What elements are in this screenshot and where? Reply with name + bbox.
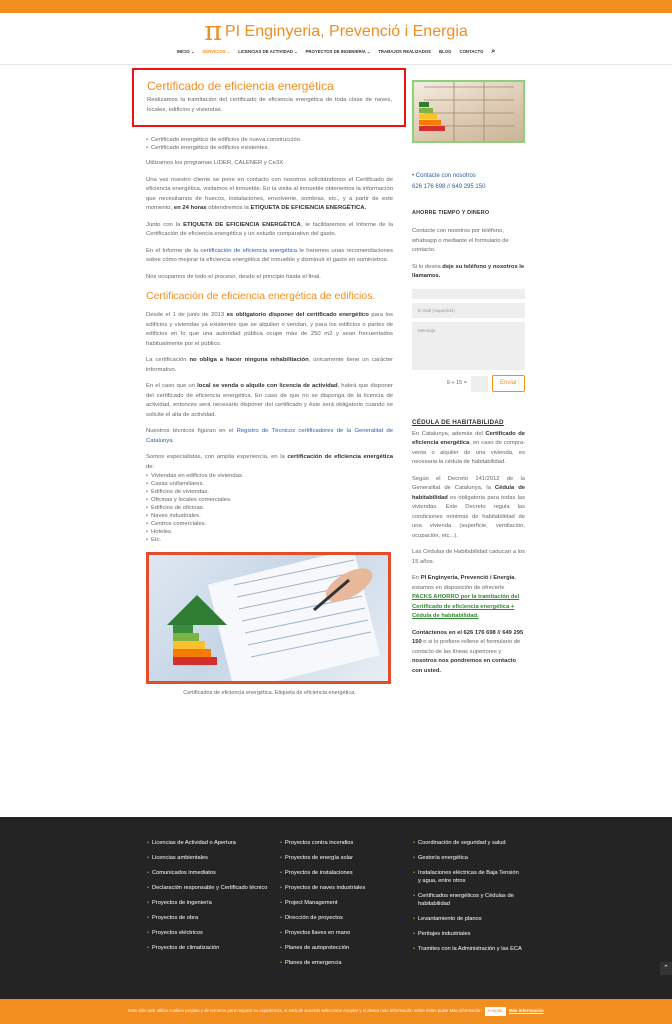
footer-column-3 [413,839,523,960]
energy-label-photo [146,552,391,684]
bold-text: ETIQUETA DE EFICIENCIA ENERGÉTICA. [250,205,367,211]
text: En el Informe de la [146,247,201,254]
footer-link[interactable]: • Proyectos de energía solar [280,854,405,862]
captcha-input[interactable] [471,376,488,392]
text: , estamos en disposición de ofrecerle [412,575,517,591]
nav-item-blog[interactable]: BLOG [439,49,452,54]
footer-link[interactable]: • Proyectos de obra [147,914,272,922]
text: Somos especialistas, con amplia experiencia, en la [146,454,288,460]
certification-link[interactable]: certificación de eficiencia energética [200,247,298,254]
footer-link[interactable]: • Proyectos eléctricos [147,929,272,937]
list-item: • Hoteles. [146,528,393,536]
contact-block [412,171,525,193]
text: Si lo desea [412,263,443,270]
footer-link[interactable]: • Certificados energéticos y Cédulas de habitabilidad [413,892,523,908]
footer-column-1 [147,839,272,959]
list-item: • Centros comerciales. [146,520,393,528]
text: para los edificios y viviendas ya existentes que se alquilen o vendan, y para los edificios o partes de edificios en lo que una autoridad pública ocupe más de 250 m2 y sean frecuentados habitualmente por el público. [146,312,393,347]
bold-text: local se venda o alquile con licencia de actividad [197,383,338,389]
bold-text: no obliga a hacer ninguna rehabilitación [189,357,309,363]
cedula-text-3: Las Cédulas de Habitabilidad caducan a los 15 años. [412,549,525,565]
text: La certificación [146,357,190,363]
bold-text: Certificado de eficiencia energética [412,430,526,447]
list-item: • Etc. [146,536,393,544]
back-to-top-icon[interactable]: ⌃ [660,962,672,975]
captcha-row [412,375,525,392]
nav-item-contacto[interactable]: CONTACTO [459,49,484,54]
cookie-accept-button[interactable]: Aceptar [485,1007,506,1016]
photo-caption: Certificados de eficiencia energética. Etiqueta de eficiencia energética. [183,690,356,696]
list-item: • Certificado energético de edificios existentes. [146,144,393,152]
footer-link[interactable]: • Planes de emergencia [280,959,405,967]
name-field[interactable] [412,289,525,299]
send-button[interactable]: Enviar [492,375,525,392]
nav-label: INICIO [176,49,190,54]
list-item: • Edificios de oficinas. [146,504,393,512]
text: de: [146,463,155,470]
footer-link[interactable]: • Proyectos contra incendios [280,839,405,847]
paragraph-process: Nos ocupamos de todo el proceso, desde el principio hasta el final. [146,273,321,280]
site-logo[interactable] [0,16,672,47]
footer-link[interactable]: • Peritajes industriales [413,930,523,938]
nav-item-proyectos[interactable] [306,49,371,56]
sidebar-callback-text [412,263,525,282]
cedula-text-4 [412,574,525,622]
text: obtendremos la [206,205,251,211]
footer-link[interactable]: • Comunicados inmediatos [147,869,272,877]
list-item: • Casas unifamiliares. [146,480,393,488]
chevron-down-icon: ⌄ [366,49,371,54]
text: Una vez nuestro cliente se pone en contacto con nosotros solicitándonos el Certificado de eficiencia energética, visitamos el inmueble. En la visita al inmueble obtenemos la información que necesitamos de huecos, instalaciones, envolvente, sombras, etc., y a partir de este momento, [146,176,393,211]
list-item: • Edificios de viviendas. [146,488,393,496]
text: , le facilitaremos el Informe de la Certificación de eficiencia energética y un estudio comparativo del gasto. [146,221,393,237]
header-divider [0,64,672,65]
text: En el caso que un [146,383,198,389]
section-heading: Certificación de eficiencia energética de edificios. [146,290,376,302]
captcha-question: 9 + 15 = [446,380,467,387]
energy-certificate-illustration [149,555,388,681]
footer-link[interactable]: • Planes de autoprotección [280,944,405,952]
contact-link-label: Contacte con nosotros [415,173,476,179]
footer-link[interactable]: • Proyectos de naves industriales [280,884,405,892]
bold-text: PI Enginyeria, Prevenció i Energia [420,575,515,582]
registry-link[interactable]: Registro de Técnicos certificadores de la Generalitat de Catalunya [146,428,393,444]
text: Nuestros técnicos figuran en el [146,428,237,434]
main-content [146,70,393,698]
footer-link[interactable]: • Proyectos llaves en mano [280,929,405,937]
text: es obligatoria para todas las viviendas. Este Decreto regula las condiciones mínimas de habitabilidad de una vivienda (superficie, ventilación, ocupación, etc...). [412,494,525,539]
text: o si lo prefiere rellene el formulario de contacto de las líneas superiores y [412,639,521,655]
packs-ahorro-link[interactable]: PACKS AHORRO por la tramitación del Certificado de eficiencia energética + Cédula de habitabilidad. [412,594,520,620]
footer-link[interactable]: • Declaración responsable y Certificado técnico [147,884,272,892]
nav-label: SERVICIOS [202,49,226,54]
text: le haremos unas recomendaciones sobre cómo mejorar la eficiencia energética del inmueble y disminuir el gasto en suministros. [146,247,393,263]
sidebar-heading-save: AHORRE TIEMPO Y DINERO [412,210,490,216]
paragraph-specialists [146,453,393,472]
text: . [172,437,175,444]
bold-text: Contáctenos en el 626 176 698 // 649 295 150 [412,629,524,646]
bold-text: en 24 horas [173,205,207,211]
title-highlight-box [132,68,406,127]
footer-link[interactable]: • Proyectos de instalaciones [280,869,405,877]
nav-label: PROYECTOS DE INGENIERÍA [305,49,366,54]
footer-link[interactable]: • Levantamiento de planos [413,915,523,923]
list-item: • Oficinas y locales comerciales. [146,496,393,504]
cedula-text-5 [412,629,525,677]
footer-link[interactable]: • Licencias ambientales [147,854,272,862]
cookie-bar [0,999,672,1024]
chevron-down-icon: ⌄ [226,49,231,54]
paragraph-registry [146,427,393,446]
nav-item-licencias[interactable] [238,49,297,56]
certificate-types-list [146,136,393,152]
intro-text: Realizamos la tramitación del certificado de eficiencia energética de toda clase de naves, locales, edificios y viviendas. [147,97,392,113]
list-item: • Viviendas en edificios de viviendas. [146,472,393,480]
footer-link[interactable]: • Coordinación de seguridad y salud [413,839,523,847]
footer-column-2 [280,839,405,974]
bold-text: Cédula de habitabilidad [412,485,525,501]
cookie-more-info-link[interactable]: Más información [508,1008,544,1014]
site-name: PI Enginyeria, Prevenció i Energia [224,23,468,40]
footer-link[interactable]: • Proyectos de ingeniería [147,899,272,907]
paragraph-report [146,247,393,266]
text: En Catalunya, además del [412,430,486,437]
footer-link[interactable]: • Dirección de proyectos [280,914,405,922]
sidebar [412,80,525,683]
search-icon[interactable]: ⌕ [491,48,496,55]
house-energy-illustration [414,82,523,141]
text: Junto con la [146,221,184,228]
energy-house-thumbnail [412,80,525,143]
footer-link[interactable]: • Tramites con la Administración y las ECA [413,945,523,953]
pi-logo-icon: π [204,16,222,47]
paragraph-rehab [146,356,393,375]
email-field[interactable]: E-mail (requerido) [412,303,525,318]
cedula-text-2 [412,475,525,542]
paragraph-obligation [146,311,393,349]
page-title: Certificado de eficiencia energética [147,79,334,93]
text: Según el Decreto 141/2012 de la Generalitat de Catalunya, la [412,475,525,492]
list-item: • Naves industriales. [146,512,393,520]
nav-item-trabajos[interactable]: TRABAJOS REALIZADOS [378,49,432,54]
chevron-down-icon: ⌄ [294,49,298,54]
cookie-text: Este sitio web utiliza cookies propias y de terceros para mejorar su experiencia, si está de acuerdo seleccione Aceptar y si desea más información sobre éstas pulse Más información [128,1008,482,1014]
sidebar-contact-text: Contacte con nosotros por teléfono, whatsapp o mediante el formulario de contacto. [412,228,509,254]
text: , habrá que disponer del certificado de eficiencia energética. En caso de que no se disponga de la licencia de actividad, entonces será necesario disponer del certificado y éste será obligatorio cuando se solicite el alta de actividad. [146,383,393,418]
text: Desde el 1 de junio de 2013 [146,312,227,318]
bold-text: es obligatorio disponer del certificado energético [226,312,369,318]
footer-link[interactable]: • Gestoría energética [413,854,523,862]
phone-numbers[interactable]: 626 176 698 // 649 295 150 [412,184,486,190]
cedula-text-1 [412,430,525,468]
message-field[interactable]: Mensaje [412,322,525,370]
nav-label: LICENCIAS DE ACTIVIDAD [238,49,293,54]
bold-text: deje su teléfono y nosotros le llamamos. [412,263,525,280]
text: , en caso de compra-venta o alquiler de una vivienda, es necesaria la cédula de habitabilidad. [412,440,525,466]
footer-link[interactable]: • Project Management [280,899,405,907]
footer-link[interactable]: • Licencias de Actividad o Apertura [147,839,272,847]
paragraph-activity [146,382,393,420]
list-item: • Certificado energético de edificios de nueva construcción. [146,136,393,144]
text: , únicamente tiene un carácter informativo. [146,357,393,373]
footer [0,817,672,999]
bold-text: ETIQUETA DE EFICIENCIA ENERGÉTICA [183,221,301,228]
paragraph-label [146,221,393,240]
contact-link[interactable]: • Contacte con nosotros [412,173,476,179]
sidebar-heading-cedula: CÉDULA DE HABITABILIDAD [412,419,504,427]
nav-item-servicios[interactable] [202,49,230,56]
main-nav [0,49,672,56]
footer-link[interactable]: • Proyectos de climatización [147,944,272,952]
paragraph-visit [146,176,393,214]
bold-text: nosotros nos pondremos en contacto con usted. [412,658,517,674]
bold-text: certificación de eficiencia energética [287,454,393,460]
chevron-down-icon: ⌄ [190,49,195,54]
nav-item-inicio[interactable] [177,49,195,56]
top-bar [0,0,672,13]
text: En [412,575,421,582]
footer-link[interactable]: • Instalaciones eléctricas de Baja Tensión y agua, entre otros [413,869,523,885]
programs-text: Utilizamos los programas LIDER, CALENER y Ce3X. [146,160,285,166]
building-types-list [146,472,393,544]
